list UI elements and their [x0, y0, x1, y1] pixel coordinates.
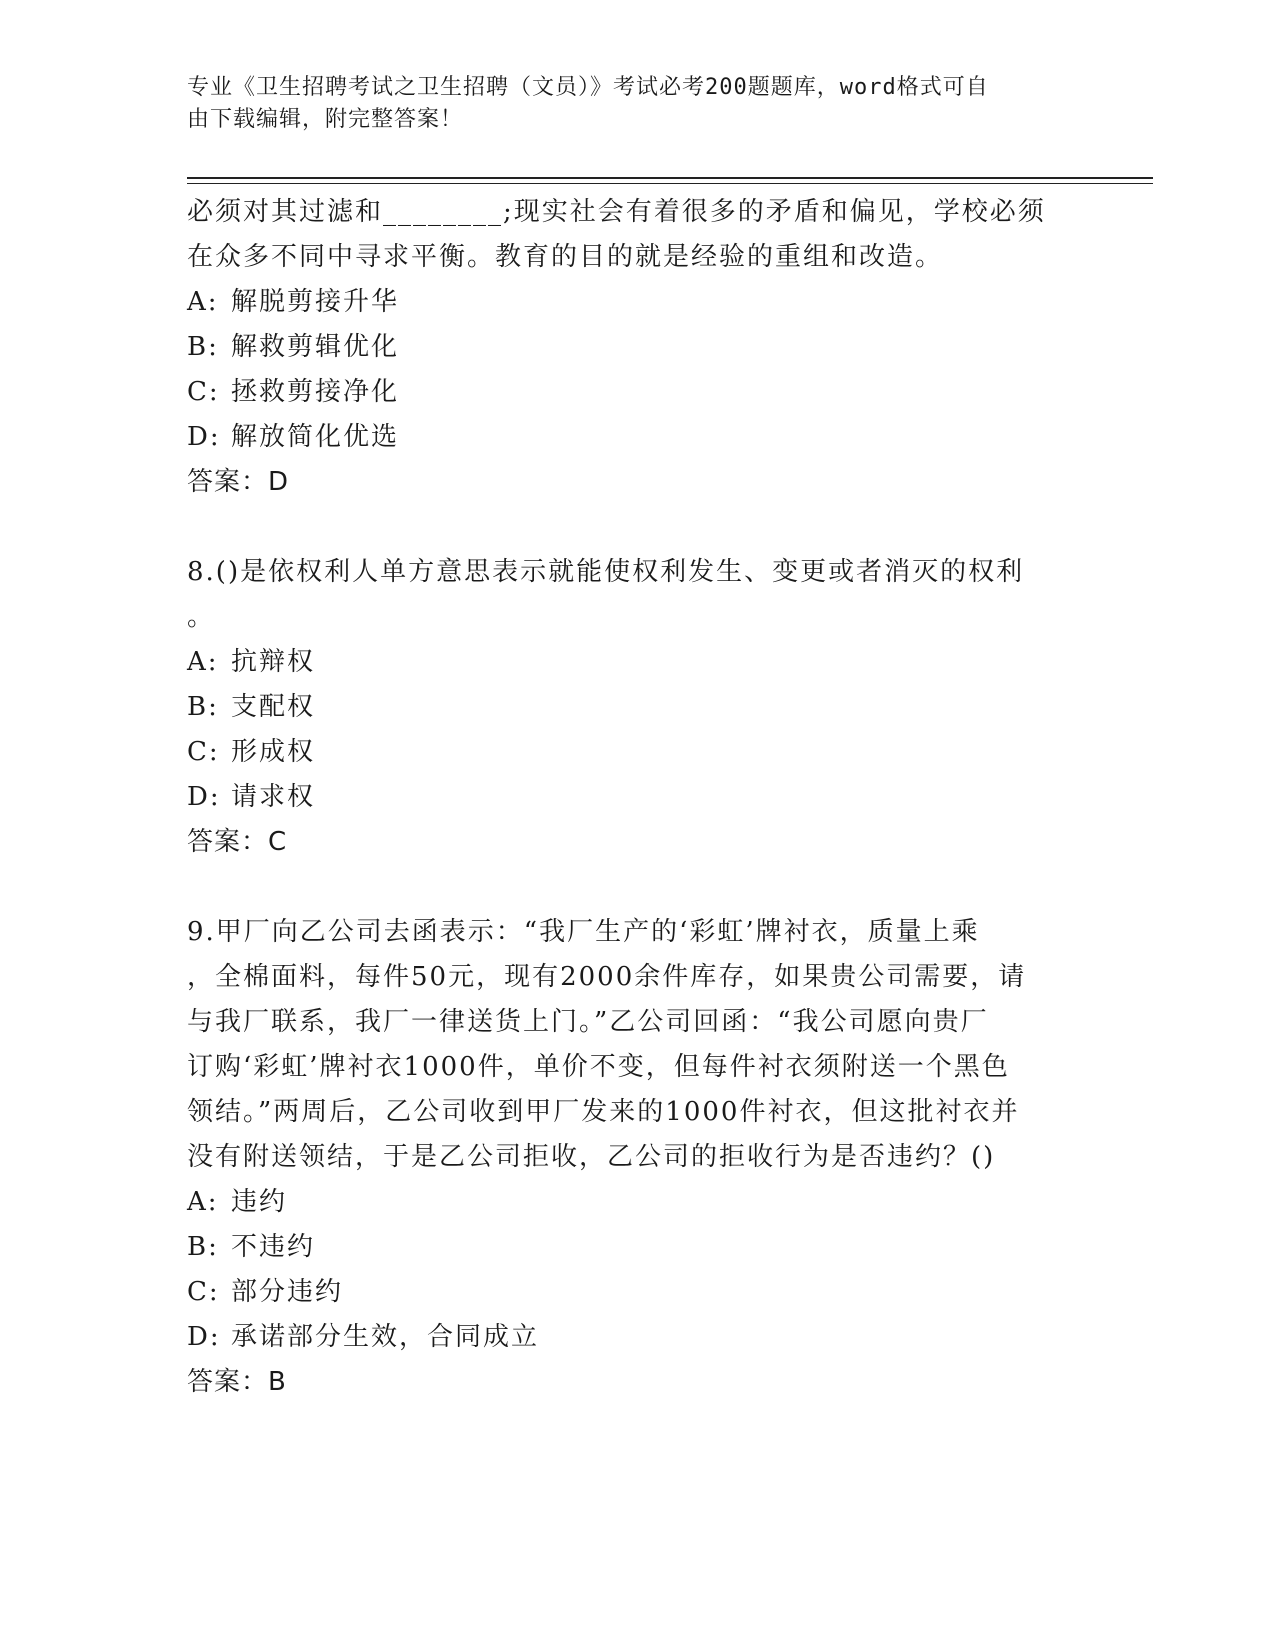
option-text: 承诺部分生效，合同成立 [231, 1322, 540, 1352]
option-text: 请求权 [231, 782, 316, 812]
question-8-option-a [187, 640, 1077, 685]
option-text: 抗辩权 [231, 647, 316, 677]
question-7-answer: 答案：D [187, 467, 290, 497]
question-9-option-a [187, 1180, 1077, 1225]
question-9-answer: 答案：B [187, 1367, 287, 1397]
option-key: A: [187, 647, 219, 677]
question-spacer [187, 505, 1077, 550]
option-key: B: [187, 332, 219, 362]
question-7-text-line-2: 在众多不同中寻求平衡。教育的目的就是经验的重组和改造。 [187, 242, 944, 272]
question-7-option-a [187, 280, 1077, 325]
question-9-option-b [187, 1225, 1077, 1270]
question-7-option-c [187, 370, 1077, 415]
option-key: D: [187, 422, 221, 452]
option-text: 违约 [231, 1187, 288, 1217]
question-7-option-d [187, 415, 1077, 460]
option-text: 支配权 [231, 692, 316, 722]
question-8-text-line-2: 。 [187, 602, 216, 632]
option-text: 拯救剪接净化 [231, 377, 400, 407]
header-divider-thick [187, 177, 1153, 179]
option-key: C: [187, 377, 220, 407]
option-key: B: [187, 692, 219, 722]
question-9-option-d [187, 1315, 1077, 1360]
option-key: C: [187, 737, 220, 767]
question-7 [187, 190, 1077, 505]
option-text: 解脱剪接升华 [231, 287, 400, 317]
question-9-text-line-3: 与我厂联系，我厂一律送货上门。”乙公司回函：“我公司愿向贵厂 [187, 1007, 989, 1037]
question-8-option-d [187, 775, 1077, 820]
question-9 [187, 910, 1077, 1405]
option-text: 不违约 [231, 1232, 316, 1262]
header-line-2: 由下载编辑，附完整答案！ [187, 107, 464, 132]
question-9-text-line-1: 9.甲厂向乙公司去函表示：“我厂生产的‘彩虹’牌衬衣，质量上乘 [187, 917, 980, 947]
question-8 [187, 550, 1077, 865]
option-key: D: [187, 1322, 221, 1352]
option-key: D: [187, 782, 221, 812]
document-header [187, 72, 1067, 136]
question-9-text-line-5: 领结。”两周后，乙公司收到甲厂发来的1000件衬衣，但这批衬衣并 [187, 1097, 1020, 1127]
question-9-option-c [187, 1270, 1077, 1315]
option-text: 解救剪辑优化 [231, 332, 400, 362]
option-key: C: [187, 1277, 220, 1307]
option-text: 解放简化优选 [231, 422, 400, 452]
option-key: A: [187, 287, 219, 317]
option-key: A: [187, 1187, 219, 1217]
question-list [187, 190, 1077, 1405]
question-spacer [187, 865, 1077, 910]
question-9-text-line-2: ，全棉面料，每件50元，现有2000余件库存，如果贵公司需要，请 [187, 962, 1027, 992]
option-text: 部分违约 [231, 1277, 344, 1307]
option-key: B: [187, 1232, 219, 1262]
question-7-option-b [187, 325, 1077, 370]
question-9-text-line-4: 订购‘彩虹’牌衬衣1000件，单价不变，但每件衬衣须附送一个黑色 [187, 1052, 1010, 1082]
option-text: 形成权 [231, 737, 316, 767]
question-8-option-c [187, 730, 1077, 775]
header-divider-thin [187, 183, 1153, 184]
question-9-text-line-6: 没有附送领结，于是乙公司拒收，乙公司的拒收行为是否违约？() [187, 1142, 996, 1172]
question-8-option-b [187, 685, 1077, 730]
question-7-text-line-1: 必须对其过滤和________;现实社会有着很多的矛盾和偏见，学校必须 [187, 197, 1046, 227]
header-line-1: 专业《卫生招聘考试之卫生招聘（文员）》考试必考200题题库，word格式可自 [187, 75, 989, 100]
question-8-text-line-1: 8.()是依权利人单方意思表示就能使权利发生、变更或者消灭的权利 [187, 557, 1025, 587]
question-8-answer: 答案：C [187, 827, 288, 857]
